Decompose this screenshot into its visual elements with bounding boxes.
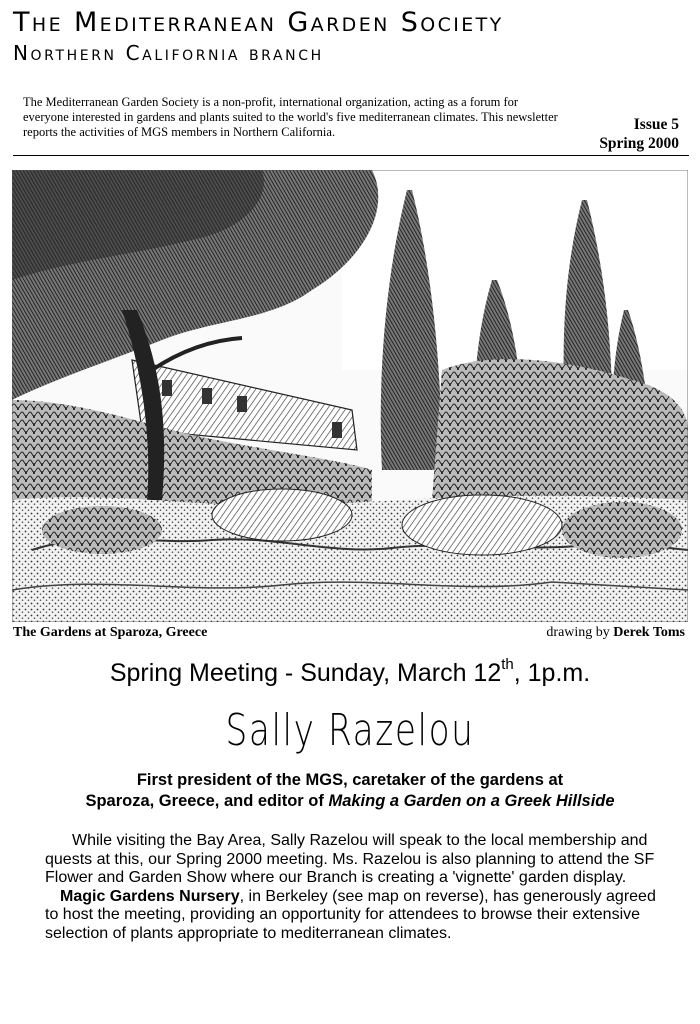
meeting-date-suffix: th <box>501 655 514 673</box>
garden-drawing <box>12 170 688 622</box>
intro-text: The Mediterranean Garden Society is a non-profit, international organization, acting as a forum for everyone interested in gardens and plants suited to the world's five mediterranean climates. This newsletter reports the activities of MGS members in Northern California. <box>23 95 558 139</box>
speaker-subtitle <box>0 770 700 812</box>
host-name: Magic Gardens Nursery <box>60 887 240 905</box>
subtitle-line-2 <box>0 791 700 812</box>
caption-credit <box>546 625 685 641</box>
branch-title: Northern California branch <box>13 41 324 65</box>
meeting-heading <box>0 656 700 690</box>
intro-section <box>13 95 689 156</box>
meeting-time: , 1p.m. <box>513 659 591 687</box>
society-title: The Mediterranean Garden Society <box>13 7 504 38</box>
article-body <box>45 832 670 943</box>
issue-number: Issue 5 <box>633 116 679 133</box>
issue-info <box>599 115 679 153</box>
subtitle-line-1: First president of the MGS, caretaker of the gardens at <box>136 771 564 789</box>
speaker-name: Sally Razelou <box>225 705 475 756</box>
article-paragraph-2 <box>45 888 670 944</box>
artist-name: Derek Toms <box>613 625 685 640</box>
article-paragraph-1: While visiting the Bay Area, Sally Razelou will speak to the local membership and quests at this, our Spring 2000 meeting. Ms. Razelou is also planning to attend the SF Flower and Garden Show where our Branch is creating a 'vignette' garden display. <box>45 832 655 886</box>
meeting-text: Spring Meeting - Sunday, March 12 <box>109 659 502 687</box>
issue-season: Spring 2000 <box>599 135 679 152</box>
drawing-caption <box>13 625 685 643</box>
subtitle-line-2-prefix: Sparoza, Greece, and editor of <box>85 792 324 810</box>
masthead <box>13 6 689 66</box>
caption-title: The Gardens at Sparoza, Greece <box>13 625 208 640</box>
article-paragraph-2-text: , in Berkeley (see map on reverse), has generously agreed to host the meeting, providing an opportunity for attendees to browse their extensive selection of plants appropriate to mediterranean climates. <box>45 887 656 942</box>
book-title: Making a Garden on a Greek Hillside <box>328 792 615 810</box>
credit-prefix: drawing by <box>546 625 610 640</box>
